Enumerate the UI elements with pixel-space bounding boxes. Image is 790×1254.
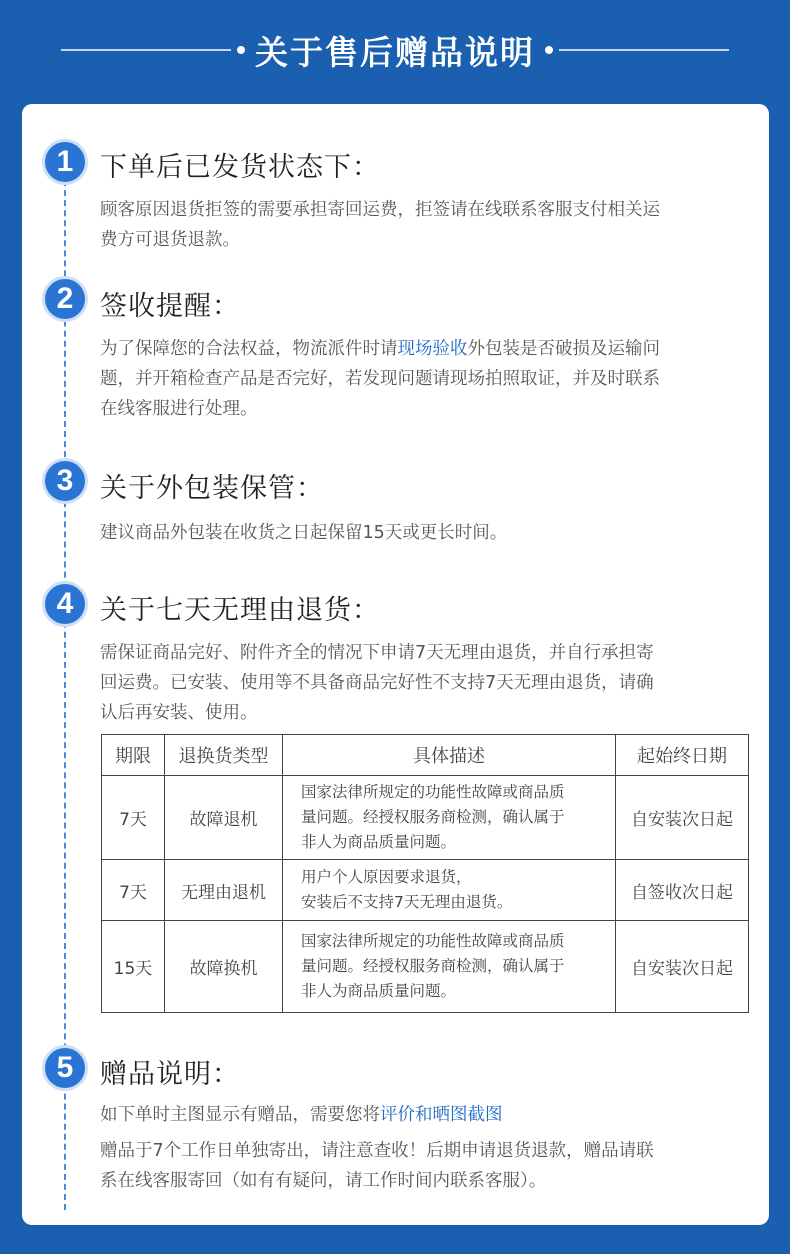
- highlight-text: 现场验收: [397, 339, 468, 359]
- section-title: 关于七天无理由退货：: [100, 595, 380, 626]
- desc-line: 非人为商品质量问题。: [301, 982, 457, 1000]
- desc-line: 非人为商品质量问题。: [301, 833, 457, 851]
- cell-type: 故障换机: [165, 921, 283, 1013]
- section-title: 关于外包装保管：: [100, 473, 324, 504]
- desc-line: 量问题。经授权服务商检测，确认属于: [301, 808, 565, 826]
- column-header: 退换货类型: [165, 735, 283, 776]
- text-line: 建议商品外包装在收货之日起保留15天或更长时间。: [100, 523, 508, 543]
- section-text: [100, 334, 750, 424]
- section-text: [100, 195, 750, 255]
- cell-period: 15天: [102, 921, 165, 1013]
- table-row: [102, 776, 749, 860]
- section-number-badge: 5: [42, 1045, 88, 1091]
- column-header: 具体描述: [283, 735, 616, 776]
- cell-period: 7天: [102, 860, 165, 921]
- text-segment: 如下单时主图显示有赠品，需要您将: [100, 1105, 380, 1125]
- highlight-text: 评价和晒图截图: [380, 1105, 503, 1125]
- text-line: 费方可退货退款。: [100, 230, 240, 250]
- text-line: [100, 1100, 750, 1130]
- table-header-row: [102, 735, 749, 776]
- cell-start-date: 自签收次日起: [616, 860, 749, 921]
- text-line: [100, 334, 750, 364]
- text-segment: 为了保障您的合法权益，物流派件时请: [100, 339, 398, 359]
- cell-description: [283, 776, 616, 860]
- section-title: 赠品说明：: [100, 1059, 240, 1090]
- text-segment: 外包装是否破损及运输问: [467, 339, 660, 359]
- desc-line: 国家法律所规定的功能性故障或商品质: [301, 932, 565, 950]
- desc-line: 量问题。经授权服务商检测，确认属于: [301, 957, 565, 975]
- header-left-line: [61, 49, 231, 51]
- text-line: 需保证商品完好、附件齐全的情况下申请7天无理由退货，并自行承担寄: [100, 643, 654, 663]
- return-rules-table: [101, 734, 749, 1013]
- cell-description: [283, 860, 616, 921]
- text-line: 认后再安装、使用。: [100, 703, 258, 723]
- section-title: 签收提醒：: [100, 291, 240, 322]
- header-right-line: [559, 49, 729, 51]
- desc-line: 国家法律所规定的功能性故障或商品质: [301, 783, 565, 801]
- section-number-badge: 2: [42, 276, 88, 322]
- desc-line: 安装后不支持7天无理由退货。: [301, 893, 513, 911]
- section-text-continued: [100, 1136, 750, 1196]
- header-right-dot: [545, 46, 553, 54]
- section-text: [100, 638, 750, 728]
- section-number-badge: 4: [42, 581, 88, 627]
- cell-type: 故障退机: [165, 776, 283, 860]
- header-left-dot: [237, 46, 245, 54]
- table-row: [102, 860, 749, 921]
- section-text: [100, 1100, 750, 1130]
- text-line: 题，并开箱检查产品是否完好，若发现问题请现场拍照取证，并及时联系: [100, 369, 660, 389]
- text-line: 回运费。已安装、使用等不具备商品完好性不支持7天无理由退货，请确: [100, 673, 654, 693]
- section-title: 下单后已发货状态下：: [100, 152, 380, 183]
- text-line: 系在线客服寄回（如有有疑问，请工作时间内联系客服）。: [100, 1171, 547, 1191]
- desc-line: 用户个人原因要求退货，: [301, 868, 472, 886]
- page-title: 关于售后赠品说明: [255, 32, 535, 72]
- table-row: [102, 921, 749, 1013]
- cell-period: 7天: [102, 776, 165, 860]
- text-line: 赠品于7个工作日单独寄出，请注意查收！后期申请退货退款，赠品请联: [100, 1141, 654, 1161]
- column-header: 起始终日期: [616, 735, 749, 776]
- cell-description: [283, 921, 616, 1013]
- cell-start-date: 自安装次日起: [616, 776, 749, 860]
- column-header: 期限: [102, 735, 165, 776]
- cell-type: 无理由退机: [165, 860, 283, 921]
- section-text: [100, 518, 750, 548]
- section-number-badge: 1: [42, 139, 88, 185]
- cell-start-date: 自安装次日起: [616, 921, 749, 1013]
- text-line: 在线客服进行处理。: [100, 399, 258, 419]
- text-line: 顾客原因退货拒签的需要承担寄回运费，拒签请在线联系客服支付相关运: [100, 200, 660, 220]
- section-number-badge: 3: [42, 458, 88, 504]
- page-header: [0, 0, 790, 100]
